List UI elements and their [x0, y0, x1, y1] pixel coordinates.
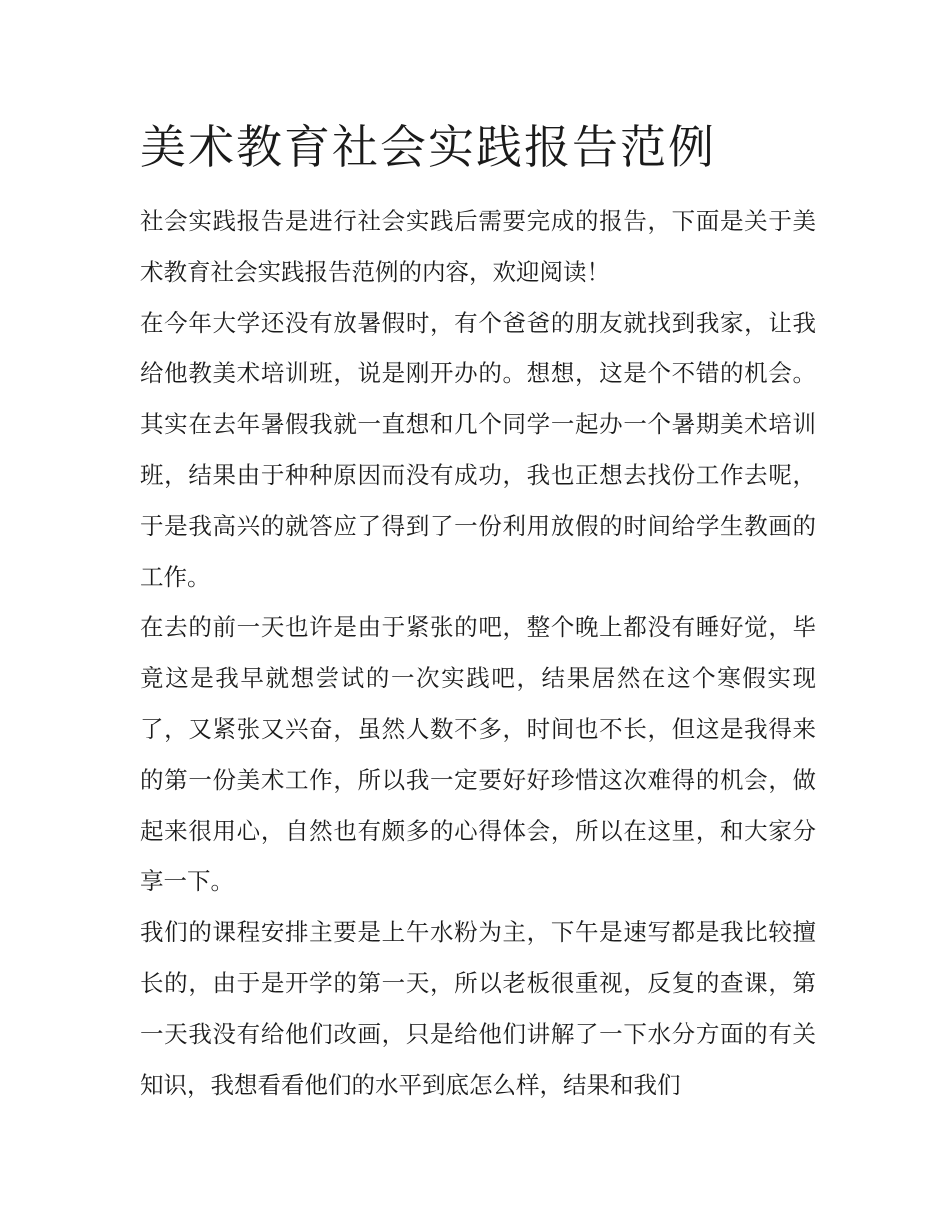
- paragraph-intro: 社会实践报告是进行社会实践后需要完成的报告，下面是关于美术教育社会实践报告范例的内容，欢迎阅读！: [140, 207, 816, 286]
- paragraph-curriculum: 我们的课程安排主要是上午水粉为主，下午是速写都是我比较擅长的，由于是开学的第一天，所以老板很重视，反复的查课，第一天我没有给他们改画，只是给他们讲解了一下水分方面的有关知识，我想看看他们的水平到底怎么样，结果和我们: [140, 918, 816, 1099]
- document-body: [140, 196, 816, 1110]
- paragraph-first-day: 在去的前一天也许是由于紧张的吧，整个晚上都没有睡好觉，毕竟这是我早就想尝试的一次实践吧，结果居然在这个寒假实现了，又紧张又兴奋，虽然人数不多，时间也不长，但这是我得来的第一份美术工作，所以我一定要好好珍惜这次难得的机会，做起来很用心，自然也有颇多的心得体会，所以在这里，和大家分享一下。: [140, 613, 816, 896]
- document-title: 美术教育社会实践报告范例: [140, 120, 716, 174]
- paragraph-background: 在今年大学还没有放暑假时，有个爸爸的朋友就找到我家，让我给他教美术培训班，说是刚开办的。想想，这是个不错的机会。其实在去年暑假我就一直想和几个同学一起办一个暑期美术培训班，结果由于种种原因而没有成功，我也正想去找份工作去呢，于是我高兴的就答应了得到了一份利用放假的时间给学生教画的工作。: [140, 308, 816, 591]
